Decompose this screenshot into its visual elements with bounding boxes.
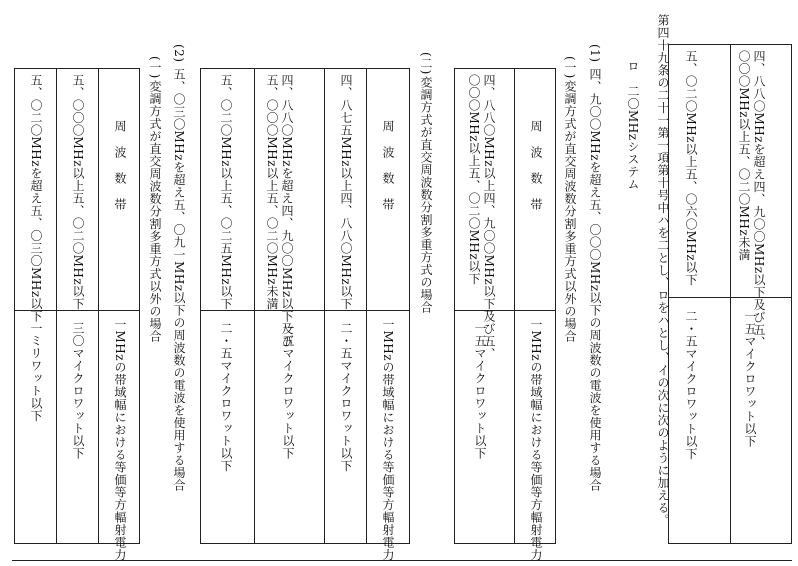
table-c-header-freq: 周波数帯 bbox=[113, 120, 127, 224]
table-c-r2-freq: 五、〇二〇MHzを超え五、〇三〇MHz以下 bbox=[29, 74, 43, 323]
table-b-r3-power: 二・五マイクロワット以下 bbox=[219, 322, 233, 472]
sub2-label: (2) bbox=[172, 44, 186, 63]
sub2-a-label: (一) bbox=[148, 56, 162, 79]
sub1-a-label: (一) bbox=[563, 56, 577, 79]
sub2-a-title: 変調方式が直交周波数分割多重方式以外の場合 bbox=[148, 80, 162, 343]
table-b-r1-freq: 四、八七五MHz以上四、八八〇MHz以下 bbox=[339, 74, 353, 311]
top-table-row1-freq: 四、八八〇MHzを超え四、九〇〇MHz以下及び五、 〇〇〇MHz以上五、〇二〇MHz未満 bbox=[737, 50, 766, 349]
table-c-col-divider-2 bbox=[56, 68, 57, 544]
table-a-row-freq: 四、八八〇MHz以上四、九〇〇MHz以下及び五、 〇〇〇MHz以上五、〇二〇MHz以下 bbox=[467, 74, 496, 361]
table-a-row-power: 一五マイクロワット以下 bbox=[473, 322, 487, 460]
sub1-label: (1) bbox=[588, 44, 602, 63]
top-table-row2-freq: 五、〇二〇MHz以上五、〇六〇MHz以下 bbox=[684, 50, 698, 287]
sub1-title: 四、九〇〇MHzを超え五、〇〇〇MHz以下の周波数の電波を使用する場合 bbox=[588, 68, 602, 492]
table-b-r2-power: 一五マイクロワット以下 bbox=[281, 322, 295, 460]
sub1-b-label: (二) bbox=[419, 52, 433, 75]
sub1-a-title: 変調方式が直交周波数分割多重方式以外の場合 bbox=[563, 80, 577, 343]
top-table-row1-power: 一五マイクロワット以下 bbox=[743, 310, 757, 448]
table-a-header-power: 一MHzの帯域幅における等価等方輻射電力 bbox=[529, 318, 543, 562]
table-c-r1-freq: 五、〇〇〇MHz以上五、〇二〇MHz以下 bbox=[71, 74, 85, 311]
table-b-col-divider-1 bbox=[366, 68, 367, 544]
table-c-col-divider-1 bbox=[98, 68, 99, 544]
table-a-header-freq: 周波数帯 bbox=[529, 120, 543, 224]
amendment-instruction: 第四十九条の二十一第一項第十号中ハを二とし、ロをハとし、イの次に次のように加える。 bbox=[656, 14, 670, 527]
table-c-r1-power: 三〇マイクロワット以下 bbox=[71, 322, 85, 460]
section-ro-title: ロ 二〇MHzシステム bbox=[626, 60, 640, 191]
sub1-b-title: 変調方式が直交周波数分割多重方式の場合 bbox=[419, 76, 433, 314]
table-b-header-power: 一MHzの帯域幅における等価等方輻射電力 bbox=[381, 318, 395, 562]
sub2-title: 五、〇三〇MHzを超え五、〇九一MHz以下の周波数の電波を使用する場合 bbox=[172, 68, 186, 492]
table-b-header-freq: 周波数帯 bbox=[381, 120, 395, 224]
top-table-col-divider bbox=[730, 44, 731, 544]
table-b-col-divider-2 bbox=[324, 68, 325, 544]
top-table-row2-power: 二・五マイクロワット以下 bbox=[684, 310, 698, 460]
bottom-rule bbox=[12, 560, 792, 561]
table-a-col-divider bbox=[514, 68, 515, 544]
table-b-r3-freq: 五、〇二〇MHz以上五、〇二五MHz以下 bbox=[219, 74, 233, 311]
table-b-r2-freq: 四、八八〇MHzを超え四、九〇〇MHz以下及び 五、〇〇〇MHz以上五、〇二〇MHz未満 bbox=[265, 74, 294, 348]
table-c-r2-power: 一ミリワット以下 bbox=[29, 322, 43, 422]
table-b-col-divider-3 bbox=[254, 68, 255, 544]
table-b-r1-power: 二・五マイクロワット以下 bbox=[339, 322, 353, 472]
table-c-header-power: 一MHzの帯域幅における等価等方輻射電力 bbox=[113, 318, 127, 562]
